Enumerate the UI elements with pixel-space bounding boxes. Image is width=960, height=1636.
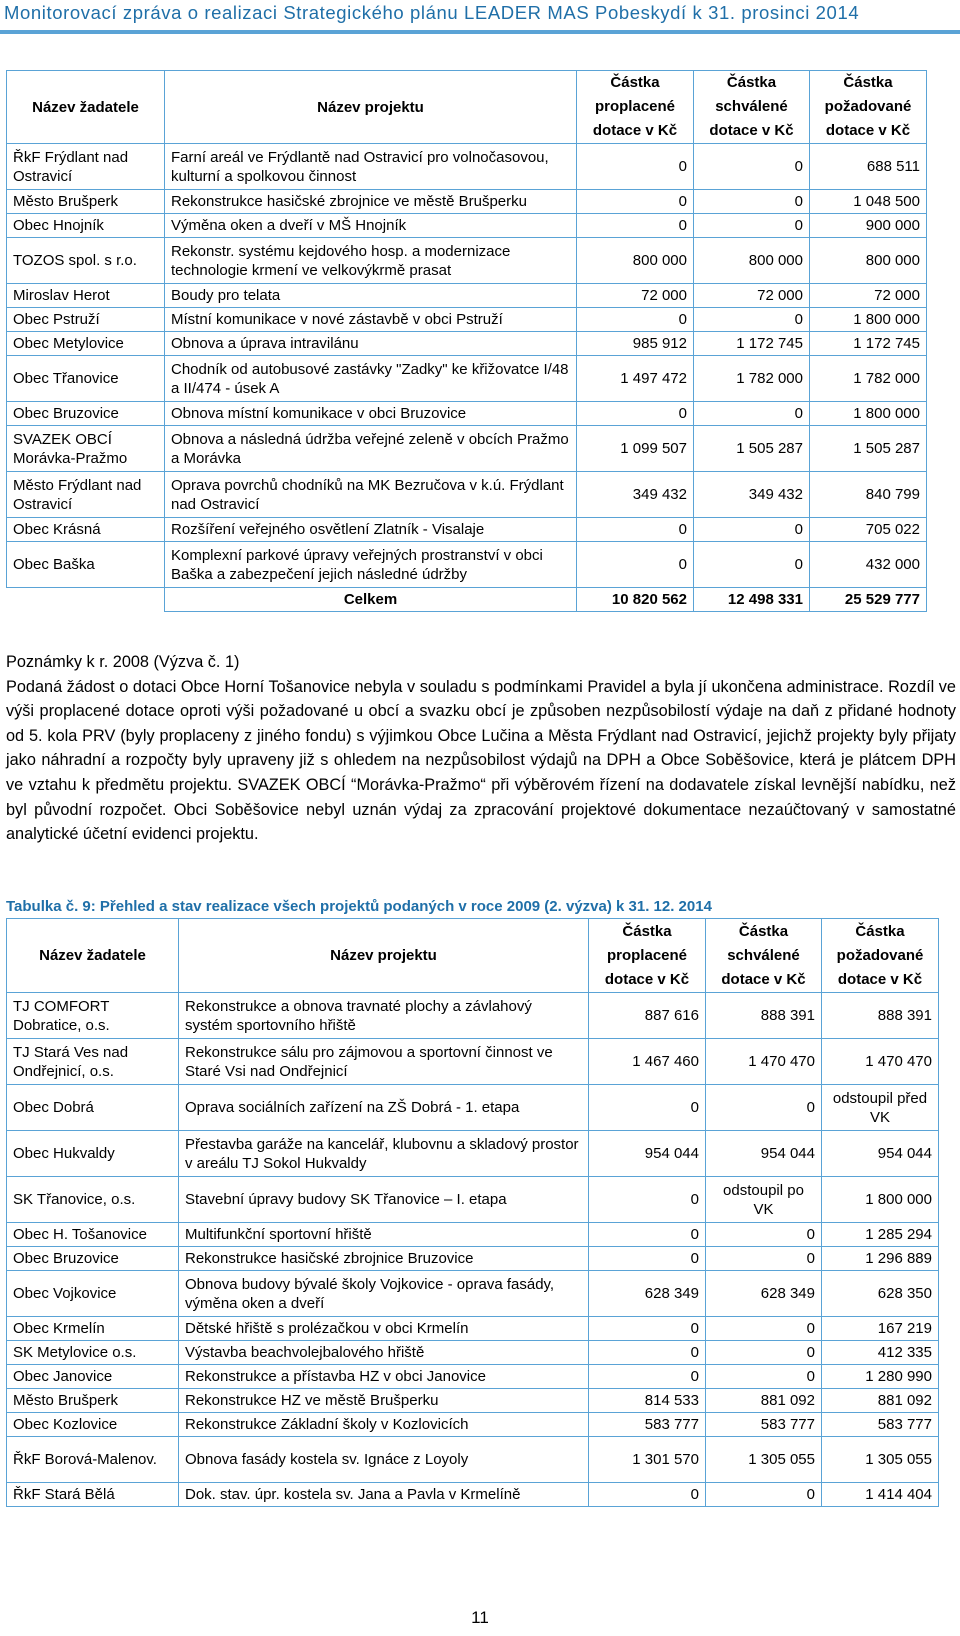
approved-cell: 349 432 bbox=[694, 472, 810, 518]
paid-cell: 0 bbox=[577, 542, 694, 588]
requested-cell: 1 172 745 bbox=[810, 332, 927, 356]
applicant-cell: SK Třanovice, o.s. bbox=[7, 1177, 179, 1223]
project-cell: Přestavba garáže na kancelář, klubovnu a skladový prostor v areálu TJ Sokol Hukvaldy bbox=[179, 1131, 589, 1177]
table-caption: Tabulka č. 9: Přehled a stav realizace všech projektů podaných v roce 2009 (2. výzva) k 31. 12. 2014 bbox=[6, 898, 712, 915]
paid-cell: 0 bbox=[589, 1317, 706, 1341]
project-cell: Dětské hřiště s prolézačkou v obci Krmelín bbox=[179, 1317, 589, 1341]
requested-cell: 800 000 bbox=[810, 238, 927, 284]
table-row bbox=[7, 1413, 939, 1437]
table-row bbox=[7, 1365, 939, 1389]
table-row bbox=[7, 1247, 939, 1271]
applicant-cell: Město Brušperk bbox=[7, 1389, 179, 1413]
applicant-cell: Obec Kozlovice bbox=[7, 1413, 179, 1437]
applicant-cell: Obec Vojkovice bbox=[7, 1271, 179, 1317]
approved-cell: 0 bbox=[706, 1085, 822, 1131]
applicant-cell: Obec Metylovice bbox=[7, 332, 165, 356]
notes-section bbox=[6, 650, 956, 847]
requested-cell: 1 305 055 bbox=[822, 1437, 939, 1483]
table-row bbox=[7, 518, 927, 542]
approved-cell: 0 bbox=[706, 1223, 822, 1247]
col-applicant: Název žadatele bbox=[7, 71, 165, 144]
project-cell: Dok. stav. úpr. kostela sv. Jana a Pavla v Krmelíně bbox=[179, 1483, 589, 1507]
requested-cell: 1 470 470 bbox=[822, 1039, 939, 1085]
requested-cell: 900 000 bbox=[810, 214, 927, 238]
requested-cell: 167 219 bbox=[822, 1317, 939, 1341]
requested-cell: 1 800 000 bbox=[810, 308, 927, 332]
table-row bbox=[7, 238, 927, 284]
paid-cell: 0 bbox=[589, 1177, 706, 1223]
approved-cell: 0 bbox=[694, 518, 810, 542]
approved-cell: 0 bbox=[694, 542, 810, 588]
applicant-cell: TOZOS spol. s r.o. bbox=[7, 238, 165, 284]
applicant-cell: Obec Třanovice bbox=[7, 356, 165, 402]
paid-cell: 0 bbox=[577, 144, 694, 190]
applicant-cell: Obec Krásná bbox=[7, 518, 165, 542]
project-cell: Obnova a úprava intravilánu bbox=[165, 332, 577, 356]
project-cell: Rekonstrukce a přístavba HZ v obci Janovice bbox=[179, 1365, 589, 1389]
project-cell: Oprava povrchů chodníků na MK Bezručova v k.ú. Frýdlant nad Ostravicí bbox=[165, 472, 577, 518]
project-cell: Rekonstrukce HZ ve městě Brušperku bbox=[179, 1389, 589, 1413]
applicant-cell: Obec Bruzovice bbox=[7, 1247, 179, 1271]
table-row bbox=[7, 1039, 939, 1085]
applicant-cell: ŘkF Stará Bělá bbox=[7, 1483, 179, 1507]
table-row bbox=[7, 402, 927, 426]
table-row bbox=[7, 1131, 939, 1177]
table-row bbox=[7, 144, 927, 190]
project-cell: Rekonstrukce hasičské zbrojnice Bruzovice bbox=[179, 1247, 589, 1271]
requested-cell: 1 296 889 bbox=[822, 1247, 939, 1271]
paid-cell: 0 bbox=[589, 1341, 706, 1365]
paid-cell: 1 467 460 bbox=[589, 1039, 706, 1085]
table-row bbox=[7, 993, 939, 1039]
applicant-cell: Miroslav Herot bbox=[7, 284, 165, 308]
paid-cell: 0 bbox=[577, 308, 694, 332]
applicant-cell: Obec Baška bbox=[7, 542, 165, 588]
table-row bbox=[7, 472, 927, 518]
project-cell: Multifunkční sportovní hřiště bbox=[179, 1223, 589, 1247]
applicant-cell: Obec Pstruží bbox=[7, 308, 165, 332]
table-row bbox=[7, 356, 927, 402]
total-row bbox=[7, 588, 927, 612]
col-approved: Částka schválené dotace v Kč bbox=[694, 71, 810, 144]
applicant-cell: Obec Hukvaldy bbox=[7, 1131, 179, 1177]
paid-cell: 583 777 bbox=[589, 1413, 706, 1437]
paid-cell: 628 349 bbox=[589, 1271, 706, 1317]
project-cell: Komplexní parkové úpravy veřejných prostranství v obci Baška a zabezpečení jejich následné údržby bbox=[165, 542, 577, 588]
paid-cell: 0 bbox=[589, 1223, 706, 1247]
approved-cell: 0 bbox=[694, 308, 810, 332]
applicant-cell: Obec Krmelín bbox=[7, 1317, 179, 1341]
applicant-cell: Město Frýdlant nad Ostravicí bbox=[7, 472, 165, 518]
requested-cell: odstoupil před VK bbox=[822, 1085, 939, 1131]
page-header bbox=[0, 0, 960, 33]
table-row bbox=[7, 1483, 939, 1507]
approved-cell: 0 bbox=[706, 1365, 822, 1389]
paid-cell: 1 099 507 bbox=[577, 426, 694, 472]
requested-cell: 688 511 bbox=[810, 144, 927, 190]
projects-table-2009 bbox=[6, 918, 939, 1507]
col-requested: Částka požadované dotace v Kč bbox=[822, 919, 939, 993]
approved-cell: 888 391 bbox=[706, 993, 822, 1039]
paid-cell: 0 bbox=[577, 518, 694, 542]
requested-cell: 1 505 287 bbox=[810, 426, 927, 472]
col-applicant: Název žadatele bbox=[7, 919, 179, 993]
applicant-cell: TJ Stará Ves nad Ondřejnicí, o.s. bbox=[7, 1039, 179, 1085]
table-row bbox=[7, 284, 927, 308]
project-cell: Obnova a následná údržba veřejné zeleně v obcích Pražmo a Morávka bbox=[165, 426, 577, 472]
requested-cell: 1 285 294 bbox=[822, 1223, 939, 1247]
table-row bbox=[7, 332, 927, 356]
table-row bbox=[7, 1085, 939, 1131]
table-row bbox=[7, 1389, 939, 1413]
paid-cell: 0 bbox=[589, 1483, 706, 1507]
approved-cell: 0 bbox=[694, 144, 810, 190]
col-approved: Částka schválené dotace v Kč bbox=[706, 919, 822, 993]
requested-cell: 628 350 bbox=[822, 1271, 939, 1317]
table-header-row bbox=[7, 919, 939, 993]
requested-cell: 1 782 000 bbox=[810, 356, 927, 402]
project-cell: Výstavba beachvolejbalového hřiště bbox=[179, 1341, 589, 1365]
project-cell: Boudy pro telata bbox=[165, 284, 577, 308]
approved-cell: 1 782 000 bbox=[694, 356, 810, 402]
header-rule bbox=[0, 30, 960, 34]
project-cell: Stavební úpravy budovy SK Třanovice – I. etapa bbox=[179, 1177, 589, 1223]
applicant-cell: Obec Janovice bbox=[7, 1365, 179, 1389]
requested-cell: 583 777 bbox=[822, 1413, 939, 1437]
paid-cell: 800 000 bbox=[577, 238, 694, 284]
project-cell: Farní areál ve Frýdlantě nad Ostravicí pro volnočasovou, kulturní a spolkovou činnost bbox=[165, 144, 577, 190]
project-cell: Rekonstr. systému kejdového hosp. a modernizace technologie krmení ve velkovýkrmě prasat bbox=[165, 238, 577, 284]
col-project: Název projektu bbox=[165, 71, 577, 144]
project-cell: Obnova budovy bývalé školy Vojkovice - oprava fasády, výměna oken a dveří bbox=[179, 1271, 589, 1317]
col-paid: Částka proplacené dotace v Kč bbox=[589, 919, 706, 993]
col-paid: Částka proplacené dotace v Kč bbox=[577, 71, 694, 144]
requested-cell: 840 799 bbox=[810, 472, 927, 518]
project-cell: Oprava sociálních zařízení na ZŠ Dobrá - 1. etapa bbox=[179, 1085, 589, 1131]
project-cell: Rekonstrukce Základní školy v Kozlovicích bbox=[179, 1413, 589, 1437]
approved-cell: odstoupil po VK bbox=[706, 1177, 822, 1223]
header-title: Monitorovací zpráva o realizaci Strategického plánu LEADER MAS Pobeskydí k 31. prosinci 2014 bbox=[4, 2, 860, 23]
table-row bbox=[7, 214, 927, 238]
paid-cell: 1 301 570 bbox=[589, 1437, 706, 1483]
table-row bbox=[7, 1341, 939, 1365]
approved-cell: 0 bbox=[706, 1317, 822, 1341]
applicant-cell: SK Metylovice o.s. bbox=[7, 1341, 179, 1365]
paid-cell: 72 000 bbox=[577, 284, 694, 308]
project-cell: Rekonstrukce a obnova travnaté plochy a závlahový systém sportovního hřiště bbox=[179, 993, 589, 1039]
table-row bbox=[7, 542, 927, 588]
applicant-cell: Obec Dobrá bbox=[7, 1085, 179, 1131]
requested-cell: 432 000 bbox=[810, 542, 927, 588]
requested-cell: 1 800 000 bbox=[810, 402, 927, 426]
project-cell: Rekonstrukce hasičské zbrojnice ve městě Brušperku bbox=[165, 190, 577, 214]
table-row bbox=[7, 1177, 939, 1223]
approved-cell: 0 bbox=[694, 214, 810, 238]
approved-cell: 0 bbox=[706, 1483, 822, 1507]
paid-cell: 0 bbox=[589, 1365, 706, 1389]
requested-cell: 954 044 bbox=[822, 1131, 939, 1177]
requested-cell: 1 280 990 bbox=[822, 1365, 939, 1389]
table-row bbox=[7, 190, 927, 214]
project-cell: Chodník od autobusové zastávky "Zadky" ke křižovatce I/48 a II/474 - úsek A bbox=[165, 356, 577, 402]
requested-cell: 888 391 bbox=[822, 993, 939, 1039]
project-cell: Obnova fasády kostela sv. Ignáce z Loyoly bbox=[179, 1437, 589, 1483]
approved-cell: 1 172 745 bbox=[694, 332, 810, 356]
paid-cell: 0 bbox=[577, 190, 694, 214]
approved-cell: 0 bbox=[706, 1341, 822, 1365]
approved-cell: 583 777 bbox=[706, 1413, 822, 1437]
paid-cell: 887 616 bbox=[589, 993, 706, 1039]
project-cell: Místní komunikace v nové zástavbě v obci Pstruží bbox=[165, 308, 577, 332]
project-cell: Obnova místní komunikace v obci Bruzovice bbox=[165, 402, 577, 426]
table-row bbox=[7, 308, 927, 332]
total-label: Celkem bbox=[165, 588, 577, 612]
applicant-cell: SVAZEK OBCÍ Morávka-Pražmo bbox=[7, 426, 165, 472]
table-row bbox=[7, 426, 927, 472]
notes-title: Poznámky k r. 2008 (Výzva č. 1) bbox=[6, 653, 240, 671]
paid-cell: 0 bbox=[589, 1085, 706, 1131]
approved-cell: 0 bbox=[694, 402, 810, 426]
requested-cell: 1 048 500 bbox=[810, 190, 927, 214]
approved-cell: 0 bbox=[694, 190, 810, 214]
applicant-cell: Obec Hnojník bbox=[7, 214, 165, 238]
requested-cell: 881 092 bbox=[822, 1389, 939, 1413]
approved-cell: 72 000 bbox=[694, 284, 810, 308]
approved-cell: 1 505 287 bbox=[694, 426, 810, 472]
requested-cell: 1 800 000 bbox=[822, 1177, 939, 1223]
requested-cell: 412 335 bbox=[822, 1341, 939, 1365]
approved-cell: 954 044 bbox=[706, 1131, 822, 1177]
table-header-row bbox=[7, 71, 927, 144]
applicant-cell: Obec H. Tošanovice bbox=[7, 1223, 179, 1247]
table-row bbox=[7, 1317, 939, 1341]
paid-cell: 0 bbox=[589, 1247, 706, 1271]
requested-cell: 705 022 bbox=[810, 518, 927, 542]
project-cell: Rekonstrukce sálu pro zájmovou a sportovní činnost ve Staré Vsi nad Ondřejnicí bbox=[179, 1039, 589, 1085]
approved-cell: 881 092 bbox=[706, 1389, 822, 1413]
project-cell: Rozšíření veřejného osvětlení Zlatník - Visalaje bbox=[165, 518, 577, 542]
applicant-cell: Obec Bruzovice bbox=[7, 402, 165, 426]
applicant-cell: ŘkF Frýdlant nad Ostravicí bbox=[7, 144, 165, 190]
approved-cell: 628 349 bbox=[706, 1271, 822, 1317]
table-row bbox=[7, 1437, 939, 1483]
paid-cell: 985 912 bbox=[577, 332, 694, 356]
approved-cell: 1 470 470 bbox=[706, 1039, 822, 1085]
notes-text: Podaná žádost o dotaci Obce Horní Tošanovice nebyla v souladu s podmínkami Pravidel a byla jí ukončena administrace. Rozdíl ve výši proplacené dotace oproti výši požadované u obcí a svazku obcí je způsoben nezpůsobilostí výdaje na daň z přidané hodnoty od 5. kola PRV (byly proplaceny z jiného fondu) s výjimkou Obce Lučina a Města Frýdlant nad Ostravicí, jejichž projekty byly přijaty jako náhradní a rozpočty byly upraveny již s ohledem na nezpůsobilost výdajů na DPH a Obce Soběšovice, která je plátcem DPH ve vztahu k předmětu projektu. SVAZEK OBCÍ “Morávka-Pražmo“ při výběrovém řízení na dodavatele získal levnější nabídku, než byl původní rozpočet. Obci Soběšovice nebyl uznán výdaj za zpracování projektové dokumentace nezaúčtovaný v samostatné analytické účetní evidenci projektu. bbox=[6, 677, 956, 844]
paid-cell: 349 432 bbox=[577, 472, 694, 518]
page-number: 11 bbox=[471, 1608, 489, 1627]
total-approved: 12 498 331 bbox=[694, 588, 810, 612]
table-row bbox=[7, 1271, 939, 1317]
paid-cell: 954 044 bbox=[589, 1131, 706, 1177]
total-paid: 10 820 562 bbox=[577, 588, 694, 612]
paid-cell: 0 bbox=[577, 402, 694, 426]
table-row bbox=[7, 1223, 939, 1247]
approved-cell: 800 000 bbox=[694, 238, 810, 284]
total-requested: 25 529 777 bbox=[810, 588, 927, 612]
approved-cell: 0 bbox=[706, 1247, 822, 1271]
approved-cell: 1 305 055 bbox=[706, 1437, 822, 1483]
paid-cell: 814 533 bbox=[589, 1389, 706, 1413]
col-requested: Částka požadované dotace v Kč bbox=[810, 71, 927, 144]
applicant-cell: ŘkF Borová-Malenov. bbox=[7, 1437, 179, 1483]
applicant-cell: Město Brušperk bbox=[7, 190, 165, 214]
applicant-cell: TJ COMFORT Dobratice, o.s. bbox=[7, 993, 179, 1039]
paid-cell: 1 497 472 bbox=[577, 356, 694, 402]
project-cell: Výměna oken a dveří v MŠ Hnojník bbox=[165, 214, 577, 238]
requested-cell: 72 000 bbox=[810, 284, 927, 308]
col-project: Název projektu bbox=[179, 919, 589, 993]
requested-cell: 1 414 404 bbox=[822, 1483, 939, 1507]
projects-table-2008 bbox=[6, 70, 927, 612]
paid-cell: 0 bbox=[577, 214, 694, 238]
